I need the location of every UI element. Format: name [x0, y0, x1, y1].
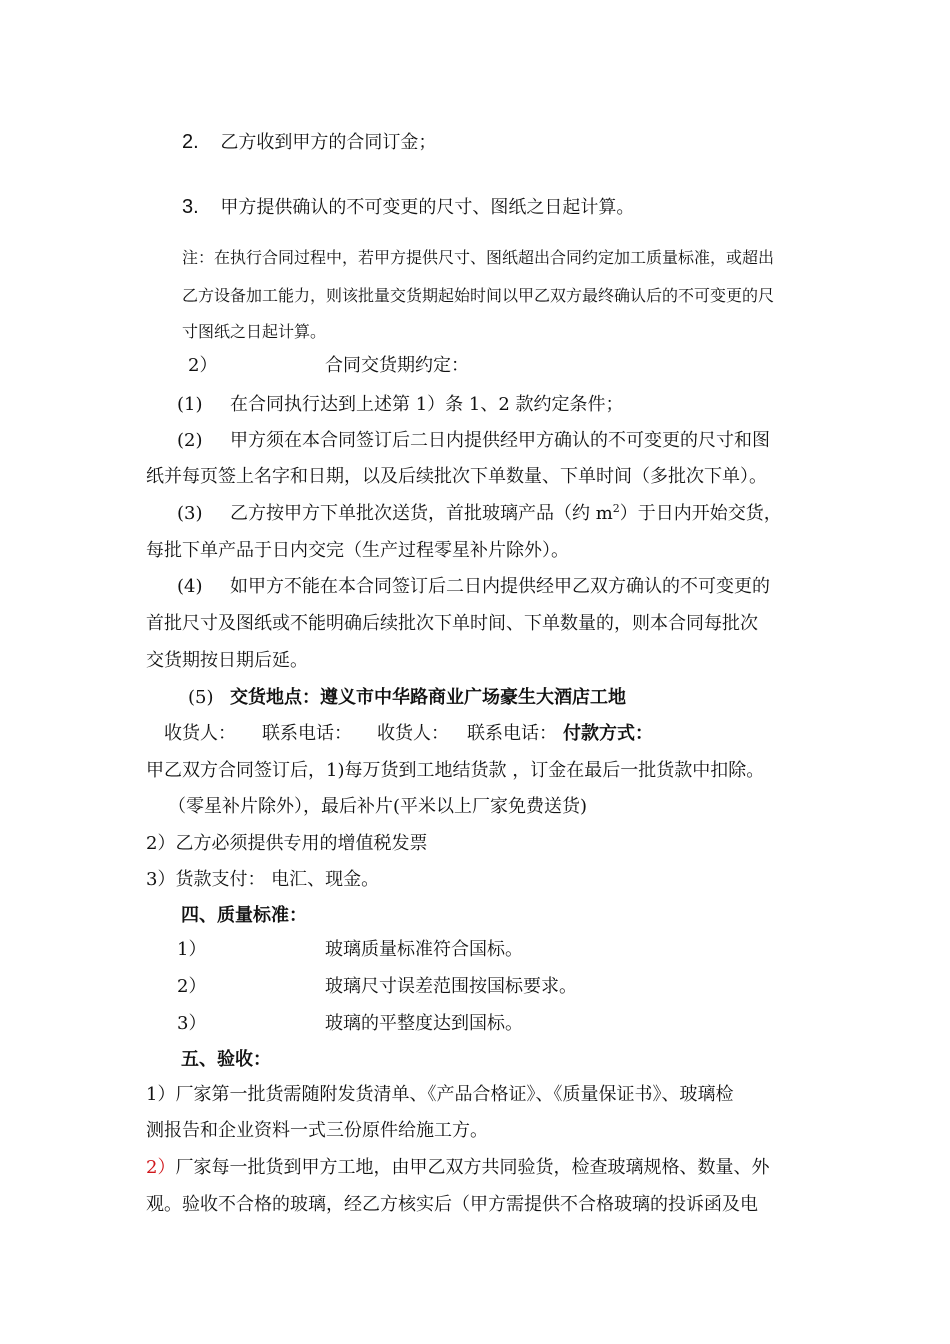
- payment-method-label: 付款方式：: [563, 723, 653, 744]
- quality-item-3-number: 3）: [177, 1013, 207, 1034]
- phone-label-1: 联系电话：: [262, 723, 352, 744]
- payment-line-4: 3）货款支付： 电汇、现金。: [146, 869, 380, 890]
- acceptance-heading: 五、验收：: [181, 1049, 271, 1070]
- clause-4-line-2: 首批尺寸及图纸或不能明确后续批次下单时间、下单数量的，则本合同每批次: [146, 613, 758, 634]
- phone-label-2: 联系电话：: [467, 723, 557, 744]
- acceptance-p1-line-1: 1）厂家第一批货需随附发货清单、《产品合格证》、《质量保证书》、玻璃检: [146, 1084, 734, 1105]
- receiver-label-2: 收货人：: [377, 723, 449, 744]
- clause-2-line-1: 甲方须在本合同签订后二日内提供经甲方确认的不可变更的尺寸和图: [230, 430, 770, 451]
- acceptance-p2-number: 2）: [146, 1157, 176, 1178]
- quality-item-1-text: 玻璃质量标准符合国标。: [325, 939, 523, 960]
- clause-4-number: (4): [177, 576, 203, 597]
- note-line-2: 乙方设备加工能力，则该批量交货期起始时间以甲乙双方最终确认后的不可变更的尺: [182, 286, 775, 305]
- clause-3-line-1: [230, 502, 782, 526]
- payment-line-3: 2）乙方必须提供专用的增值税发票: [146, 833, 428, 854]
- item-3: [182, 195, 634, 220]
- clause-3-line-1b: ）于日内开始交货，: [619, 503, 782, 524]
- acceptance-p2-text: 厂家每一批货到甲方工地，由甲乙双方共同验货，检查玻璃规格、数量、外: [175, 1157, 770, 1178]
- clause-1-text: 在合同执行达到上述第 1）条 1、2 款约定条件；: [230, 394, 624, 415]
- quality-item-3-text: 玻璃的平整度达到国标。: [325, 1013, 523, 1034]
- clause-5-text: 交货地点：遵义市中华路商业广场豪生大酒店工地: [230, 687, 626, 708]
- clause-4-line-3: 交货期按日期后延。: [146, 650, 308, 671]
- delivery-heading-text: 合同交货期约定：: [325, 355, 469, 376]
- quality-item-1-number: 1）: [177, 939, 207, 960]
- receiver-label-1: 收货人：: [164, 723, 236, 744]
- clause-3-line-2: 每批下单产品于日内交完（生产过程零星补片除外）。: [146, 540, 569, 561]
- payment-line-1: 甲乙双方合同签订后，1)每万货到工地结货款 ，订金在最后一批货款中扣除。: [146, 760, 765, 781]
- clause-2-number: (2): [177, 430, 203, 451]
- clause-4-line-1: 如甲方不能在本合同签订后二日内提供经甲乙双方确认的不可变更的: [230, 576, 770, 597]
- item-2-text: 乙方收到甲方的合同订金；: [220, 132, 437, 153]
- quality-item-2-number: 2）: [177, 976, 207, 997]
- clause-3-number: (3): [177, 503, 203, 524]
- quality-heading: 四、质量标准：: [181, 905, 307, 926]
- clause-5-number: (5): [188, 687, 214, 708]
- note-line-1: 注：在执行合同过程中，若甲方提供尺寸、图纸超出合同约定加工质量标准，或超出: [182, 248, 775, 267]
- delivery-heading-number: 2）: [188, 355, 218, 376]
- note-line-3: 寸图纸之日起计算。: [182, 322, 327, 341]
- quality-item-2-text: 玻璃尺寸误差范围按国标要求。: [325, 976, 577, 997]
- acceptance-p2-line-1: [146, 1156, 769, 1180]
- item-2-number: 2.: [182, 131, 199, 153]
- clause-1-number: (1): [177, 394, 203, 415]
- clause-3-line-1a: 乙方按甲方下单批次送货，首批玻璃产品（约 m: [230, 503, 613, 524]
- superscript-2: 2: [612, 502, 620, 515]
- acceptance-p1-line-2: 测报告和企业资料一式三份原件给施工方。: [146, 1120, 488, 1141]
- acceptance-p2-line-2: 观。验收不合格的玻璃，经乙方核实后（甲方需提供不合格玻璃的投诉函及电: [146, 1194, 758, 1215]
- item-2: [182, 130, 436, 155]
- item-3-number: 3.: [182, 196, 199, 218]
- payment-line-2: （零星补片除外），最后补片(平米以上厂家免费送货): [168, 796, 588, 817]
- item-3-text: 甲方提供确认的不可变更的尺寸、图纸之日起计算。: [220, 197, 635, 218]
- clause-2-line-2: 纸并每页签上名字和日期，以及后续批次下单数量、下单时间（多批次下单）。: [146, 466, 767, 487]
